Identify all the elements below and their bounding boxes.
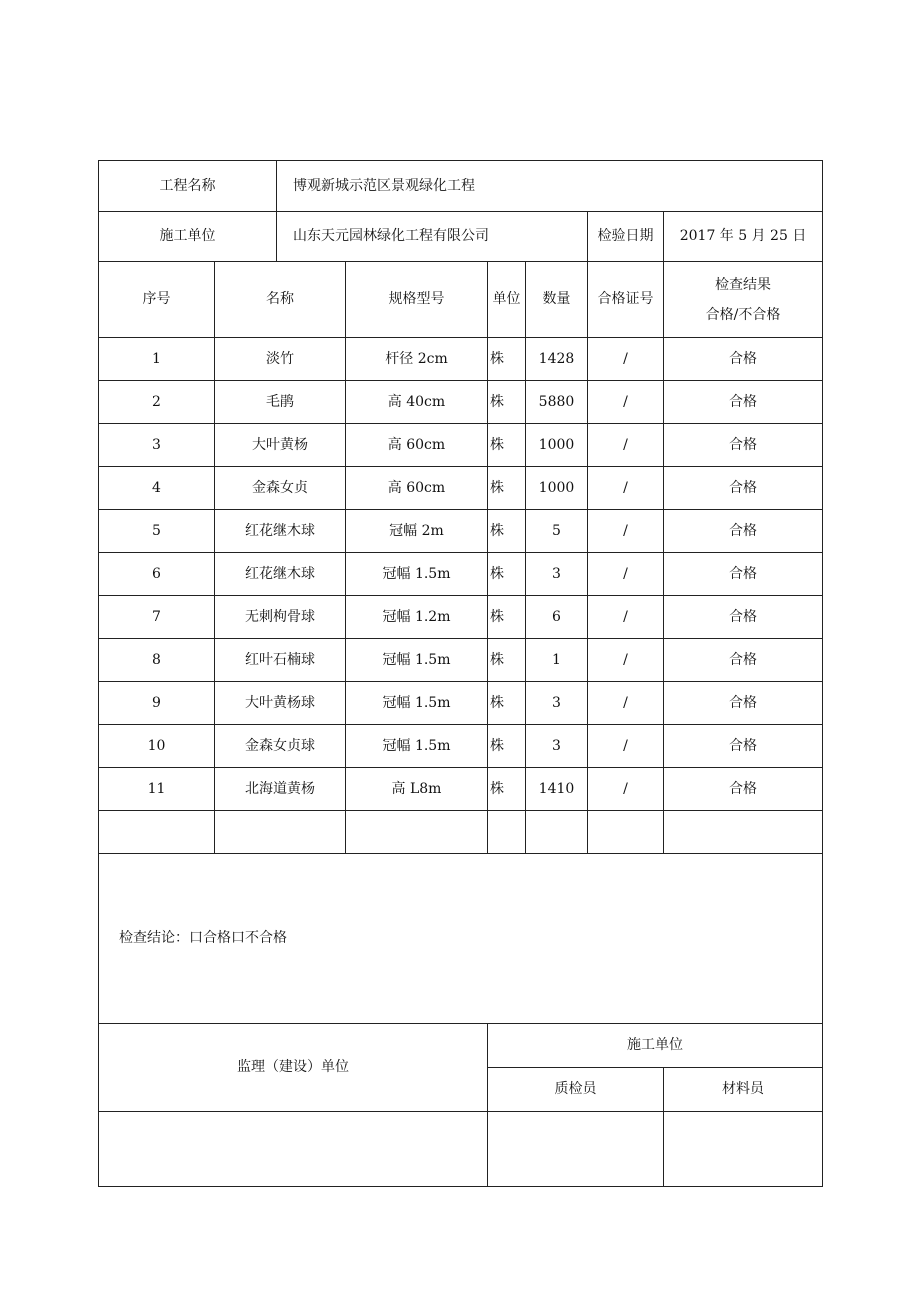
- seq-cell: 10: [99, 725, 215, 768]
- unit-cell: 株: [488, 725, 526, 768]
- supervisor-signature-cell: [99, 1112, 488, 1187]
- spec-cell: 高 40cm: [346, 381, 488, 424]
- cert-cell: /: [588, 725, 664, 768]
- cert-cell: /: [588, 639, 664, 682]
- empty-cell: [488, 811, 526, 854]
- table-row: [99, 381, 823, 424]
- spec-cell: 冠幅 1.2m: [346, 596, 488, 639]
- unit-cell: 株: [488, 467, 526, 510]
- table-row: [99, 768, 823, 811]
- empty-cell: [215, 811, 346, 854]
- cert-cell: /: [588, 338, 664, 381]
- unit-cell: 株: [488, 639, 526, 682]
- name-cell: 红花继木球: [215, 510, 346, 553]
- inspection-form: [98, 160, 822, 1187]
- col-header-cert: 合格证号: [588, 262, 664, 338]
- qty-cell: 5880: [526, 381, 588, 424]
- empty-cell: [664, 811, 823, 854]
- table-row: [99, 682, 823, 725]
- project-name-value: 博观新城示范区景观绿化工程: [277, 161, 823, 212]
- qty-cell: 5: [526, 510, 588, 553]
- table-row: [99, 467, 823, 510]
- qty-cell: 3: [526, 725, 588, 768]
- unit-cell: 株: [488, 510, 526, 553]
- result-cell: 合格: [664, 639, 823, 682]
- inspector-label: 质检员: [488, 1068, 664, 1112]
- empty-cell: [588, 811, 664, 854]
- spec-cell: 高 60cm: [346, 467, 488, 510]
- materials-signature-cell: [664, 1112, 823, 1187]
- table-row: [99, 725, 823, 768]
- seq-cell: 7: [99, 596, 215, 639]
- column-header-row: [99, 262, 823, 338]
- empty-cell: [346, 811, 488, 854]
- qty-cell: 1410: [526, 768, 588, 811]
- col-header-result-line2: 合格/不合格: [705, 306, 781, 323]
- cert-cell: /: [588, 553, 664, 596]
- cert-cell: /: [588, 768, 664, 811]
- contractor-value: 山东天元园林绿化工程有限公司: [277, 212, 588, 262]
- spec-cell: 冠幅 2m: [346, 510, 488, 553]
- inspector-signature-cell: [488, 1112, 664, 1187]
- seq-cell: 6: [99, 553, 215, 596]
- conclusion-text: 检查结论：口合格口不合格: [99, 854, 823, 1024]
- table-row: [99, 338, 823, 381]
- spec-cell: 冠幅 1.5m: [346, 639, 488, 682]
- qty-cell: 3: [526, 682, 588, 725]
- cert-cell: /: [588, 682, 664, 725]
- result-cell: 合格: [664, 338, 823, 381]
- name-cell: 红花继木球: [215, 553, 346, 596]
- cert-cell: /: [588, 424, 664, 467]
- col-header-result-line1: 检查结果: [715, 276, 772, 293]
- signoff-contractor-label: 施工单位: [488, 1024, 823, 1068]
- spec-cell: 高 60cm: [346, 424, 488, 467]
- result-cell: 合格: [664, 467, 823, 510]
- spec-cell: 冠幅 1.5m: [346, 553, 488, 596]
- inspection-date-label: 检验日期: [588, 212, 664, 262]
- project-name-label: 工程名称: [99, 161, 277, 212]
- result-cell: 合格: [664, 510, 823, 553]
- seq-cell: 11: [99, 768, 215, 811]
- seq-cell: 3: [99, 424, 215, 467]
- table-row: [99, 510, 823, 553]
- name-cell: 毛鹃: [215, 381, 346, 424]
- unit-cell: 株: [488, 338, 526, 381]
- contractor-label: 施工单位: [99, 212, 277, 262]
- qty-cell: 1000: [526, 467, 588, 510]
- qty-cell: 1428: [526, 338, 588, 381]
- spec-cell: 杆径 2cm: [346, 338, 488, 381]
- materials-label: 材料员: [664, 1068, 823, 1112]
- name-cell: 北海道黄杨: [215, 768, 346, 811]
- name-cell: 红叶石楠球: [215, 639, 346, 682]
- qty-cell: 6: [526, 596, 588, 639]
- inspection-date-value: 2017 年 5 月 25 日: [664, 212, 823, 262]
- name-cell: 淡竹: [215, 338, 346, 381]
- result-cell: 合格: [664, 381, 823, 424]
- seq-cell: 9: [99, 682, 215, 725]
- seq-cell: 4: [99, 467, 215, 510]
- name-cell: 金森女贞球: [215, 725, 346, 768]
- seq-cell: 2: [99, 381, 215, 424]
- project-name-row: [99, 161, 823, 212]
- cert-cell: /: [588, 596, 664, 639]
- col-header-unit: 单位: [488, 262, 526, 338]
- seq-cell: 1: [99, 338, 215, 381]
- col-header-seq: 序号: [99, 262, 215, 338]
- table-row: [99, 596, 823, 639]
- unit-cell: 株: [488, 682, 526, 725]
- name-cell: 大叶黄杨球: [215, 682, 346, 725]
- cert-cell: /: [588, 510, 664, 553]
- form-table: [98, 160, 823, 1187]
- col-header-result: [664, 262, 823, 338]
- result-cell: 合格: [664, 768, 823, 811]
- name-cell: 无刺枸骨球: [215, 596, 346, 639]
- empty-cell: [99, 811, 215, 854]
- spec-cell: 冠幅 1.5m: [346, 682, 488, 725]
- result-cell: 合格: [664, 596, 823, 639]
- result-cell: 合格: [664, 725, 823, 768]
- result-cell: 合格: [664, 553, 823, 596]
- empty-cell: [526, 811, 588, 854]
- table-row: [99, 553, 823, 596]
- signature-row: [99, 1112, 823, 1187]
- col-header-spec: 规格型号: [346, 262, 488, 338]
- result-cell: 合格: [664, 424, 823, 467]
- spec-cell: 高 L8m: [346, 768, 488, 811]
- col-header-name: 名称: [215, 262, 346, 338]
- supervisor-label: 监理（建设）单位: [99, 1024, 488, 1112]
- conclusion-row: [99, 854, 823, 1024]
- unit-cell: 株: [488, 596, 526, 639]
- col-header-qty: 数量: [526, 262, 588, 338]
- signoff-header-row: [99, 1024, 823, 1068]
- unit-cell: 株: [488, 553, 526, 596]
- unit-cell: 株: [488, 424, 526, 467]
- name-cell: 金森女贞: [215, 467, 346, 510]
- table-row: [99, 639, 823, 682]
- cert-cell: /: [588, 467, 664, 510]
- table-row: [99, 424, 823, 467]
- seq-cell: 8: [99, 639, 215, 682]
- empty-row: [99, 811, 823, 854]
- unit-cell: 株: [488, 768, 526, 811]
- qty-cell: 3: [526, 553, 588, 596]
- seq-cell: 5: [99, 510, 215, 553]
- qty-cell: 1: [526, 639, 588, 682]
- cert-cell: /: [588, 381, 664, 424]
- contractor-row: [99, 212, 823, 262]
- result-cell: 合格: [664, 682, 823, 725]
- name-cell: 大叶黄杨: [215, 424, 346, 467]
- unit-cell: 株: [488, 381, 526, 424]
- spec-cell: 冠幅 1.5m: [346, 725, 488, 768]
- qty-cell: 1000: [526, 424, 588, 467]
